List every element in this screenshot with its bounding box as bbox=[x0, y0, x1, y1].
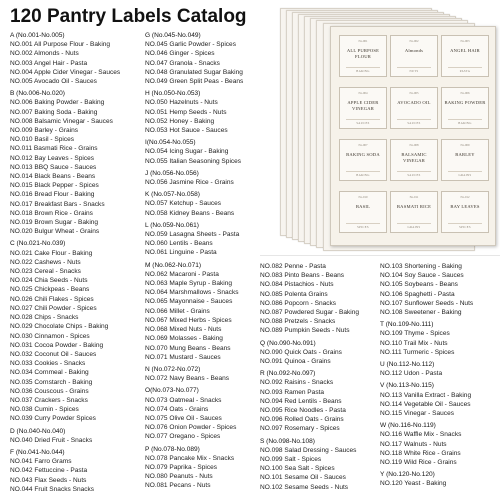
catalog-item: NO.085 Polenta Grains bbox=[260, 290, 328, 298]
catalog-item: NO.115 Vinegar - Sauces bbox=[380, 410, 454, 418]
section-title: T (No.109-No.111) bbox=[380, 321, 434, 329]
catalog-item: NO.020 Bulgur Wheat - Grains bbox=[10, 228, 100, 236]
catalog-item: NO.077 Oregano - Spices bbox=[145, 433, 221, 441]
catalog-item: NO.025 Chickpeas - Beans bbox=[10, 286, 90, 294]
label-cat: GRAINS bbox=[448, 171, 482, 177]
catalog-item: NO.113 Vanilla Extract - Baking bbox=[380, 391, 472, 399]
catalog-item: NO.038 Cumin - Spices bbox=[10, 406, 79, 414]
section-title: G (No.045-No.049) bbox=[145, 32, 201, 39]
catalog-item: NO.040 Dried Fruit - Snacks bbox=[10, 436, 93, 444]
catalog-item: NO.084 Pistachios - Nuts bbox=[260, 281, 334, 289]
catalog-item: NO.053 Hot Sauce - Sauces bbox=[145, 127, 228, 135]
catalog-item: NO.016 Bread Flour - Baking bbox=[10, 191, 95, 199]
catalog-item: NO.097 Rosemary - Spices bbox=[260, 425, 340, 433]
section-title: Q (No.090-No.091) bbox=[260, 339, 316, 347]
catalog-item: NO.018 Brown Rice - Grains bbox=[10, 209, 93, 217]
page-title: 120 Pantry Labels Catalog bbox=[10, 6, 247, 27]
pantry-label bbox=[339, 191, 387, 233]
label-cat: SPICES bbox=[346, 223, 380, 229]
section-title: H (No.050-No.053) bbox=[145, 90, 201, 98]
catalog-item: NO.044 Fruit Snacks Snacks bbox=[10, 485, 95, 493]
catalog-item: NO.029 Chocolate Chips - Baking bbox=[10, 323, 109, 331]
catalog-item: NO.032 Coconut Oil - Sauces bbox=[10, 350, 97, 358]
label-num: No.006 bbox=[460, 91, 470, 95]
label-name: BARLEY bbox=[455, 152, 475, 157]
catalog-item: NO.080 Peanuts - Nuts bbox=[145, 473, 213, 481]
catalog-item: NO.076 Onion Powder - Spices bbox=[145, 424, 237, 432]
catalog-item: NO.004 Apple Cider Vinegar - Sauces bbox=[10, 68, 121, 76]
label-num: No.004 bbox=[358, 91, 368, 95]
pantry-label bbox=[441, 139, 489, 181]
catalog-item: NO.090 Quick Oats - Grains bbox=[260, 348, 342, 356]
catalog-item: NO.107 Sunflower Seeds - Nuts bbox=[380, 299, 474, 307]
catalog-item: NO.072 Navy Beans - Beans bbox=[145, 375, 230, 383]
catalog-item: NO.062 Macaroni - Pasta bbox=[145, 270, 219, 278]
pantry-label bbox=[339, 35, 387, 77]
section-title: W (No.116-No.119) bbox=[380, 422, 436, 430]
catalog-item: NO.116 Waffle Mix - Snacks bbox=[380, 431, 462, 439]
section-title: J (No.056-No.056) bbox=[145, 169, 199, 177]
catalog-item: NO.055 Italian Seasoning Spices bbox=[145, 157, 242, 165]
label-name: BAKING POWDER bbox=[444, 100, 486, 105]
section-title: M (No.062-No.071) bbox=[145, 261, 202, 269]
label-num: No.007 bbox=[358, 143, 368, 147]
section-title: U (No.112-No.112) bbox=[380, 361, 435, 369]
catalog-item: NO.075 Olive Oil - Sauces bbox=[145, 414, 222, 422]
catalog-item: NO.024 Chia Seeds - Nuts bbox=[10, 277, 88, 285]
catalog-item: NO.118 White Rice - Grains bbox=[380, 449, 461, 457]
catalog-item: NO.078 Pancake Mix - Snacks bbox=[145, 454, 235, 462]
catalog-item: NO.111 Turmeric - Spices bbox=[380, 348, 455, 356]
label-num: No.009 bbox=[460, 143, 470, 147]
catalog-item: NO.110 Trail Mix - Nuts bbox=[380, 339, 448, 347]
catalog-item: NO.046 Ginger - Spices bbox=[145, 50, 215, 58]
section-title: V (No.113-No.115) bbox=[380, 382, 434, 390]
label-name: BASIL bbox=[355, 204, 371, 209]
catalog-item: NO.019 Brown Sugar - Baking bbox=[10, 219, 99, 227]
section-title: F (No.041-No.044) bbox=[10, 448, 65, 456]
catalog-item: NO.011 Basmati Rice - Grains bbox=[10, 145, 98, 153]
catalog-item: NO.050 Hazelnuts - Nuts bbox=[145, 99, 218, 107]
label-cat: NUTS bbox=[397, 67, 431, 73]
catalog-item: NO.023 Cereal - Snacks bbox=[10, 268, 81, 276]
label-name: BAY LEAVES bbox=[450, 204, 480, 209]
catalog-item: NO.089 Pumpkin Seeds - Nuts bbox=[260, 327, 350, 335]
catalog-item: NO.048 Granulated Sugar Baking bbox=[145, 68, 243, 76]
catalog-item: NO.119 Wild Rice - Grains bbox=[380, 459, 457, 467]
catalog-item: NO.104 Soy Sauce - Sauces bbox=[380, 272, 464, 280]
catalog-item: NO.039 Curry Powder Spices bbox=[10, 415, 96, 423]
catalog-item: NO.106 Spaghetti - Pasta bbox=[380, 290, 455, 298]
label-cat: SPICES bbox=[448, 223, 482, 229]
catalog-item: NO.108 Sweetener - Baking bbox=[380, 309, 462, 317]
label-cat: BAKING bbox=[448, 119, 482, 125]
catalog-item: NO.035 Cornstarch - Baking bbox=[10, 378, 93, 386]
catalog-item: NO.082 Penne - Pasta bbox=[260, 263, 326, 270]
catalog-item: NO.067 Mixed Herbs - Spices bbox=[145, 316, 232, 324]
label-name: APPLE CIDER VINEGAR bbox=[347, 100, 379, 111]
label-num: No.003 bbox=[460, 39, 470, 43]
catalog-item: NO.007 Baking Soda - Baking bbox=[10, 108, 98, 116]
catalog-item: NO.068 Mixed Nuts - Nuts bbox=[145, 326, 222, 334]
catalog-item: NO.063 Maple Syrup - Baking bbox=[145, 280, 232, 288]
catalog-item: NO.087 Powdered Sugar - Baking bbox=[260, 309, 359, 317]
label-name: Almonds bbox=[404, 48, 424, 53]
pantry-label bbox=[390, 35, 438, 77]
label-name: AVOCADO OIL bbox=[397, 100, 431, 105]
catalog-item: NO.114 Vegetable Oil - Sauces bbox=[380, 400, 471, 408]
pantry-label bbox=[390, 139, 438, 181]
label-cat: BAKING bbox=[346, 67, 380, 73]
catalog-item: NO.049 Green Split Peas - Beans bbox=[145, 78, 244, 86]
catalog-item: NO.102 Sesame Seeds - Nuts bbox=[260, 483, 349, 491]
catalog-item: NO.001 All Purpose Flour - Baking bbox=[10, 41, 111, 49]
section-title: L (No.059-No.061) bbox=[145, 221, 199, 229]
catalog-item: NO.034 Cornmeal - Baking bbox=[10, 369, 89, 377]
catalog-item: NO.071 Mustard - Sauces bbox=[145, 353, 221, 361]
catalog-item: NO.043 Flax Seeds - Nuts bbox=[10, 476, 87, 484]
catalog-item: NO.036 Couscous - Grains bbox=[10, 387, 89, 395]
catalog-item: NO.098 Salad Dressing - Sauces bbox=[260, 446, 357, 454]
catalog-item: NO.017 Breakfast Bars - Snacks bbox=[10, 200, 105, 208]
catalog-column-4 bbox=[380, 262, 473, 489]
catalog-item: NO.091 Quinoa - Grains bbox=[260, 358, 331, 366]
front-label-sheet bbox=[330, 26, 496, 246]
label-cat: GRAINS bbox=[397, 223, 431, 229]
catalog-item: NO.059 Lasagna Sheets - Pasta bbox=[145, 231, 240, 239]
label-name: ALL PURPOSE FLOUR bbox=[346, 48, 380, 59]
catalog-item: NO.088 Pretzels - Snacks bbox=[260, 318, 336, 326]
catalog-item: NO.047 Granola - Snacks bbox=[145, 59, 220, 67]
catalog-item: NO.081 Pecans - Nuts bbox=[145, 482, 211, 490]
pantry-label bbox=[441, 191, 489, 233]
catalog-item: NO.101 Sesame Oil - Sauces bbox=[260, 474, 346, 482]
catalog-item: NO.027 Chili Powder - Spices bbox=[10, 304, 97, 312]
catalog-item: NO.009 Barley - Grains bbox=[10, 127, 79, 135]
catalog-item: NO.037 Crackers - Snacks bbox=[10, 396, 88, 404]
section-title: R (No.092-No.097) bbox=[260, 370, 316, 378]
catalog-item: NO.070 Mung Beans - Beans bbox=[145, 344, 231, 352]
catalog-item: NO.117 Walnuts - Nuts bbox=[380, 440, 447, 448]
label-name: BAKING SODA bbox=[346, 152, 380, 157]
catalog-item: NO.022 Cashews - Nuts bbox=[10, 258, 81, 266]
catalog-item: NO.051 Hemp Seeds - Nuts bbox=[145, 108, 227, 116]
label-cat: SAUCES bbox=[397, 171, 431, 177]
section-title: B (No.006-No.020) bbox=[10, 90, 65, 98]
catalog-item: NO.014 Black Beans - Beans bbox=[10, 173, 96, 181]
catalog-item: NO.060 Lentils - Beans bbox=[145, 240, 213, 248]
catalog-item: NO.066 Millet - Grains bbox=[145, 307, 210, 315]
catalog-item: NO.042 Fettuccine - Pasta bbox=[10, 467, 88, 475]
label-sheets-image bbox=[280, 6, 498, 252]
catalog-item: NO.094 Red Lentils - Beans bbox=[260, 397, 342, 405]
catalog-item: NO.100 Sea Salt - Spices bbox=[260, 465, 335, 473]
catalog-item: NO.109 Thyme - Spices bbox=[380, 330, 450, 338]
pantry-label bbox=[339, 139, 387, 181]
label-cat: SAUCES bbox=[397, 119, 431, 125]
catalog-item: NO.056 Jasmine Rice - Grains bbox=[145, 179, 234, 187]
catalog-item: NO.099 Salt - Spices bbox=[260, 456, 322, 464]
divider bbox=[260, 255, 500, 256]
catalog-item: NO.112 Udon - Pasta bbox=[380, 370, 443, 378]
label-num: No.010 bbox=[358, 195, 368, 199]
catalog-item: NO.041 Farro Grams bbox=[10, 458, 72, 466]
catalog-item: NO.003 Angel Hair - Pasta bbox=[10, 59, 88, 67]
label-name: BALSAMIC VINEGAR bbox=[401, 152, 427, 163]
catalog-item: NO.031 Cocoa Powder - Baking bbox=[10, 341, 104, 349]
catalog-item: NO.058 Kidney Beans - Beans bbox=[145, 209, 235, 217]
catalog-item: NO.095 Rice Noodles - Pasta bbox=[260, 407, 346, 415]
catalog-column-3 bbox=[260, 262, 359, 492]
catalog-item: NO.074 Oats - Grains bbox=[145, 405, 209, 413]
pantry-label bbox=[390, 87, 438, 129]
catalog-item: NO.092 Raisins - Snacks bbox=[260, 379, 334, 387]
catalog-item: NO.052 Honey - Baking bbox=[145, 117, 215, 125]
label-num: No.012 bbox=[460, 195, 470, 199]
section-title: A (No.001-No.005) bbox=[10, 32, 65, 39]
pantry-label bbox=[339, 87, 387, 129]
catalog-item: NO.013 BBQ Sauce - Sauces bbox=[10, 163, 97, 171]
label-num: No.005 bbox=[409, 91, 419, 95]
catalog-item: NO.045 Garlic Powder - Spices bbox=[145, 41, 236, 49]
label-cat: PASTA bbox=[448, 67, 482, 73]
catalog-item: NO.103 Shortening - Baking bbox=[380, 263, 462, 270]
catalog-item: NO.064 Marshmallows - Snacks bbox=[145, 289, 239, 297]
catalog-item: NO.002 Almonds - Nuts bbox=[10, 50, 79, 58]
label-cat: SAUCES bbox=[346, 119, 380, 125]
label-num: No.001 bbox=[358, 39, 368, 43]
catalog-item: NO.096 Rolled Oats - Grains bbox=[260, 416, 344, 424]
catalog-item: NO.105 Soybeans - Beans bbox=[380, 281, 458, 289]
pantry-label bbox=[441, 87, 489, 129]
pantry-label bbox=[390, 191, 438, 233]
catalog-item: NO.065 Mayonnaise - Sauces bbox=[145, 298, 233, 306]
catalog-item: NO.069 Molasses - Baking bbox=[145, 335, 223, 343]
catalog-item: NO.026 Chili Flakes - Spices bbox=[10, 295, 94, 303]
catalog-item: NO.012 Bay Leaves - Spices bbox=[10, 154, 95, 162]
section-title: C (No.021-No.039) bbox=[10, 240, 66, 248]
section-title: O(No.073-No.077) bbox=[145, 387, 199, 395]
label-num: No.008 bbox=[409, 143, 419, 147]
catalog-item: NO.021 Cake Flour - Baking bbox=[10, 249, 93, 257]
catalog-item: NO.033 Cookies - Snacks bbox=[10, 360, 86, 368]
section-title: Y (No.120-No.120) bbox=[380, 471, 435, 479]
catalog-item: NO.028 Chips - Snacks bbox=[10, 314, 79, 322]
label-num: No.002 bbox=[409, 39, 419, 43]
pantry-label bbox=[441, 35, 489, 77]
label-num: No.011 bbox=[409, 195, 419, 199]
catalog-item: NO.030 Cinnamon - Spices bbox=[10, 332, 90, 340]
catalog-column-2 bbox=[145, 31, 243, 491]
catalog-column-1 bbox=[10, 31, 120, 494]
catalog-item: NO.073 Oatmeal - Snacks bbox=[145, 396, 222, 404]
section-title: D (No.040-No.040) bbox=[10, 427, 66, 435]
label-name: ANGEL HAIR bbox=[450, 48, 480, 53]
catalog-item: NO.054 Icing Sugar - Baking bbox=[145, 148, 229, 156]
catalog-item: NO.086 Popcorn - Snacks bbox=[260, 299, 337, 307]
section-title: I(No.054-No.055) bbox=[145, 139, 196, 147]
catalog-item: NO.006 Baking Powder - Baking bbox=[10, 99, 105, 107]
section-title: S (No.098-No.108) bbox=[260, 437, 315, 445]
catalog-item: NO.079 Paprika - Spices bbox=[145, 463, 218, 471]
catalog-item: NO.008 Balsamic Vinegar - Sauces bbox=[10, 117, 113, 125]
section-title: P (No.078-No.089) bbox=[145, 445, 200, 453]
catalog-item: NO.093 Ramen Pasta bbox=[260, 388, 325, 396]
catalog-item: NO.057 Ketchup - Sauces bbox=[145, 200, 222, 208]
catalog-item: NO.010 Basil - Spices bbox=[10, 136, 75, 144]
catalog-item: NO.061 Linguine - Pasta bbox=[145, 249, 217, 257]
section-title: N (No.072-No.072) bbox=[145, 365, 201, 373]
label-cat: BAKING bbox=[346, 171, 380, 177]
catalog-item: NO.083 Pinto Beans - Beans bbox=[260, 272, 345, 280]
catalog-item: NO.015 Black Pepper - Spices bbox=[10, 182, 99, 190]
catalog-item: NO.120 Yeast - Baking bbox=[380, 480, 447, 488]
catalog-item: NO.005 Avocado Oil - Sauces bbox=[10, 78, 97, 86]
label-name: BASMATI RICE bbox=[396, 204, 432, 209]
section-title: K (No.057-No.058) bbox=[145, 191, 200, 199]
